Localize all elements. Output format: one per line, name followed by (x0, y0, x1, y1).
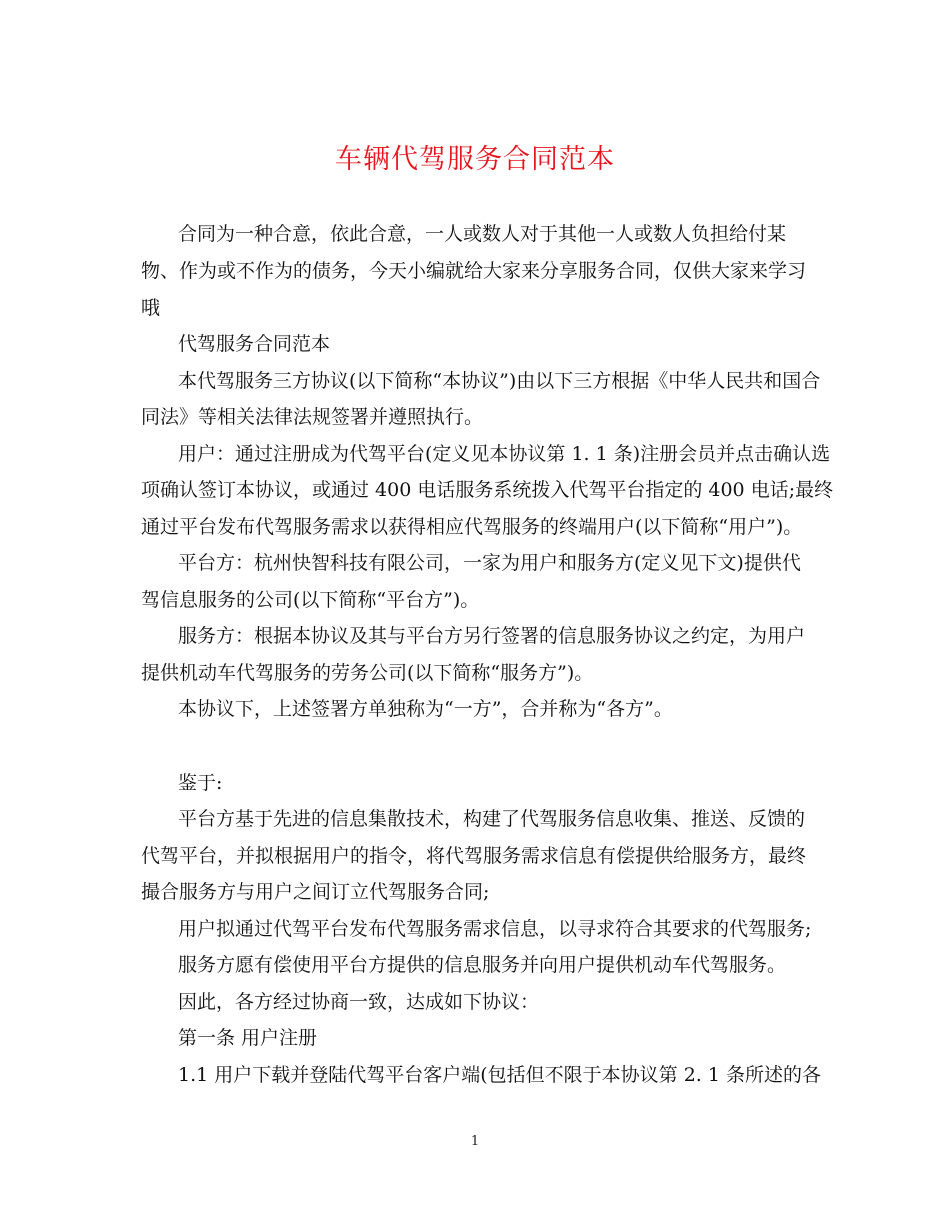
body-line: 提供机动车代驾服务的劳务公司(以下简称“服务方”)。 (141, 662, 594, 684)
section-heading: 鉴于: (178, 772, 223, 794)
body-line: 用户拟通过代驾平台发布代驾服务需求信息，以寻求符合其要求的代驾服务; (178, 918, 812, 940)
section-heading: 代驾服务合同范本 (178, 333, 331, 355)
body-line: 同法》等相关法律法规签署并遵照执行。 (141, 406, 484, 428)
body-line: 本代驾服务三方协议(以下简称“本协议”)由以下三方根据《中华人民共和国合 (178, 370, 821, 392)
body-line: 物、作为或不作为的债务，今天小编就给大家来分享服务合同，仅供大家来学习 (141, 260, 807, 282)
body-line: 用户：通过注册成为代驾平台(定义见本协议第 1. 1 条)注册会员并点击确认选 (178, 443, 831, 465)
body-line: 合同为一种合意，依此合意，一人或数人对于其他一人或数人负担给付某 (178, 223, 787, 245)
body-line: 代驾平台，并拟根据用户的指令，将代驾服务需求信息有偿提供给服务方，最终 (141, 845, 807, 867)
body-line: 通过平台发布代驾服务需求以获得相应代驾服务的终端用户(以下简称“用户”)。 (141, 516, 803, 538)
body-line: 驾信息服务的公司(以下简称“平台方”)。 (141, 589, 480, 611)
body-line: 撮合服务方与用户之间订立代驾服务合同; (141, 881, 490, 903)
body-line: 服务方：根据本协议及其与平台方另行签署的信息服务协议之约定，为用户 (178, 625, 806, 647)
body-line: 项确认签订本协议，或通过 400 电话服务系统拨入代驾平台指定的 400 电话;最终 (141, 479, 834, 501)
body-line: 服务方愿有偿使用平台方提供的信息服务并向用户提供机动车代驾服务。 (178, 954, 787, 976)
document-title: 车辆代驾服务合同范本 (335, 144, 615, 175)
body-line: 本协议下，上述签署方单独称为“一方”，合并称为“各方”。 (178, 698, 673, 720)
body-line: 平台方基于先进的信息集散技术，构建了代驾服务信息收集、推送、反馈的 (178, 808, 806, 830)
body-line: 平台方：杭州快智科技有限公司，一家为用户和服务方(定义见下文)提供代 (178, 552, 801, 574)
section-heading: 第一条 用户注册 (178, 1027, 318, 1049)
body-line: 1.1 用户下载并登陆代驾平台客户端(包括但不限于本协议第 2. 1 条所述的各 (178, 1064, 822, 1086)
body-line: 因此，各方经过协商一致，达成如下协议： (178, 991, 540, 1013)
page-number: 1 (470, 1134, 480, 1149)
body-line: 哦 (141, 297, 161, 319)
